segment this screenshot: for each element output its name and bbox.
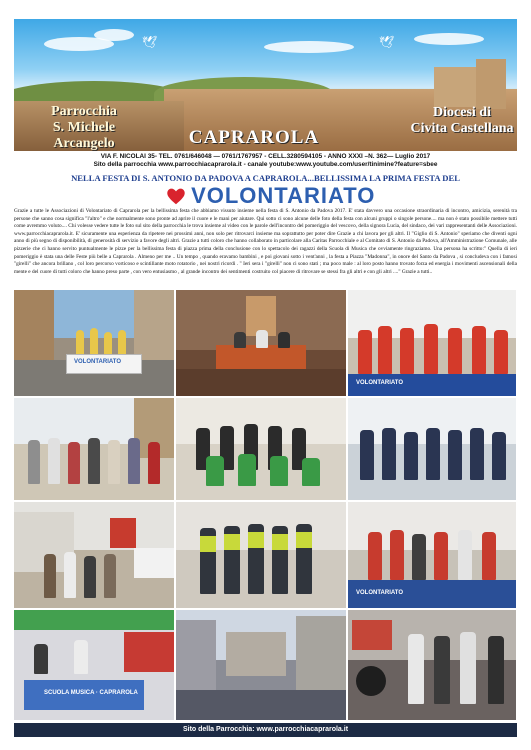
photo-group-street — [14, 398, 174, 500]
parish-name-line1: Parrocchia — [51, 104, 117, 119]
diocese-line1: Diocesi di — [433, 105, 491, 120]
photo-music-school — [14, 610, 174, 720]
photo-sign: VOLONTARIATO — [356, 380, 403, 386]
diocese-line2: Civita Castellana — [410, 121, 514, 136]
contact-info: VIA F. NICOLAI 35- TEL. 0761/646048 — 0761/1767957 - CELL.3280594105 - ANNO XXXI –N. 362— Luglio 2017 — [100, 153, 431, 160]
parish-name — [24, 104, 144, 151]
photo-green-shirts — [176, 398, 346, 500]
town-title: CAPRAROLA — [188, 127, 320, 148]
photo-conference — [176, 290, 346, 396]
heart-icon — [165, 185, 187, 207]
photo-band-stage — [348, 610, 516, 720]
article-headline: NELLA FESTA DI S. ANTONIO DA PADOVA A CAPRAROLA...BELLISSIMA LA PRIMA FESTA DEL — [71, 173, 460, 183]
dove-icon: 🕊 — [142, 35, 158, 49]
volontariato-word: VOLONTARIATO — [191, 183, 376, 208]
photo-sign: SCUOLA MUSICA · CAPRAROLA — [44, 690, 138, 696]
footer-website: Sito della Parrocchia: www.parrocchiacaprarola.it — [14, 723, 517, 737]
photo-civil-protection — [176, 502, 346, 608]
photo-red-cross — [348, 290, 516, 396]
photo-sign: VOLONTARIATO — [356, 590, 403, 596]
website-info: Sito della parrocchia www.parrocchiacaprarola.it - canale youtube:www.youtube.com/user/tinimine?feature=sbee — [93, 161, 438, 168]
parish-name-line2: S. Michele Arcangelo — [52, 120, 116, 151]
volontariato-logo — [120, 183, 420, 209]
photo-square-crowd — [176, 610, 346, 720]
dove-icon: 🕊 — [379, 35, 395, 49]
diocese-name — [406, 105, 517, 137]
photo-red-cross-group — [348, 502, 516, 608]
article-body: Grazie a tutte le Associazioni di Volontariato di Caprarola per la bellissima festa che abbiamo vissuto insieme nella festa di S. Antonio da Padova 2017. E' stata davvero una occasione straordinaria di incontro, amicizia, serenità tra persone che sanno cosa significa "l'altro" e che normalmente sono pronte ad aprire il cuore e le mani per aiutare. Qui sotto ci sono alcune delle foto della festa con alcuni gruppi o singole persone.... ma non è stato possibile mettere tutti come avremmo voluto.... Chi volesse vedere tutte le foto sul sito della parrocchia le trova insieme al video con le parole dell'incontro del pomeriggio del vescovo, della signora Lucia, del sindaco, dei vari rappresentanti delle Associazioni. www.parrocchiacaprarola.it. E' sicuramente una esperienza da ripetere nei prossimi anni, non solo per ritrovarci insieme ma soprattutto per poter dire Grazie a chi lavora per gli altri. Il "Giglio di S. Antonio" speriamo che diventi ogni anno di più segno di disponibilità, di generosità di servizio a favore degli altri. Grazie a tutti coloro che hanno collaborato in particolare alla Caritas Parrocchiale e al Comitato di S. Antonio da Padova, all'Amministrazione Comunale, alle pizzerie che ci hanno servito puntualmente le pizze per la bellissima festa di piazza prima della conclusione con lo spettacolo dei ragazzi della Scuola di Musica che ovviamente ringraziamo. Una persona ha scritto:" Quella di ieri pomeriggio è stata una delle Feste più belle a Caprarola . Almeno per me .. Un tempo , quando eravamo bambini , e poi giovani sotto i vent'anni , la festa a Piazza "Madonna", in onore del Santo da Padova , si concludeva con i famosi "girelli" che ancora brillano , col loro percorso vorticoso e scintillante moto rotatorio , nei nostri ricordi . " Ieri sera i "girelli" non ci sono stati ; ma poco male : al loro posto hanno trovato forza ed energia i movimenti ascensionali della mente e del cuore di tutti coloro che hanno preso parte , con vero entusiasmo , al grande incontro dei sentimenti costruito col piacere di ritrovare se stessi fra gli altri e con gli altri ...." Grazie a tutti.. — [14, 208, 517, 275]
masthead-banner — [14, 19, 517, 151]
photo-navy-shirts — [348, 398, 516, 500]
photo-sign: VOLONTARIATO — [74, 359, 121, 365]
photo-parade — [14, 290, 174, 396]
photo-stands — [14, 502, 174, 608]
